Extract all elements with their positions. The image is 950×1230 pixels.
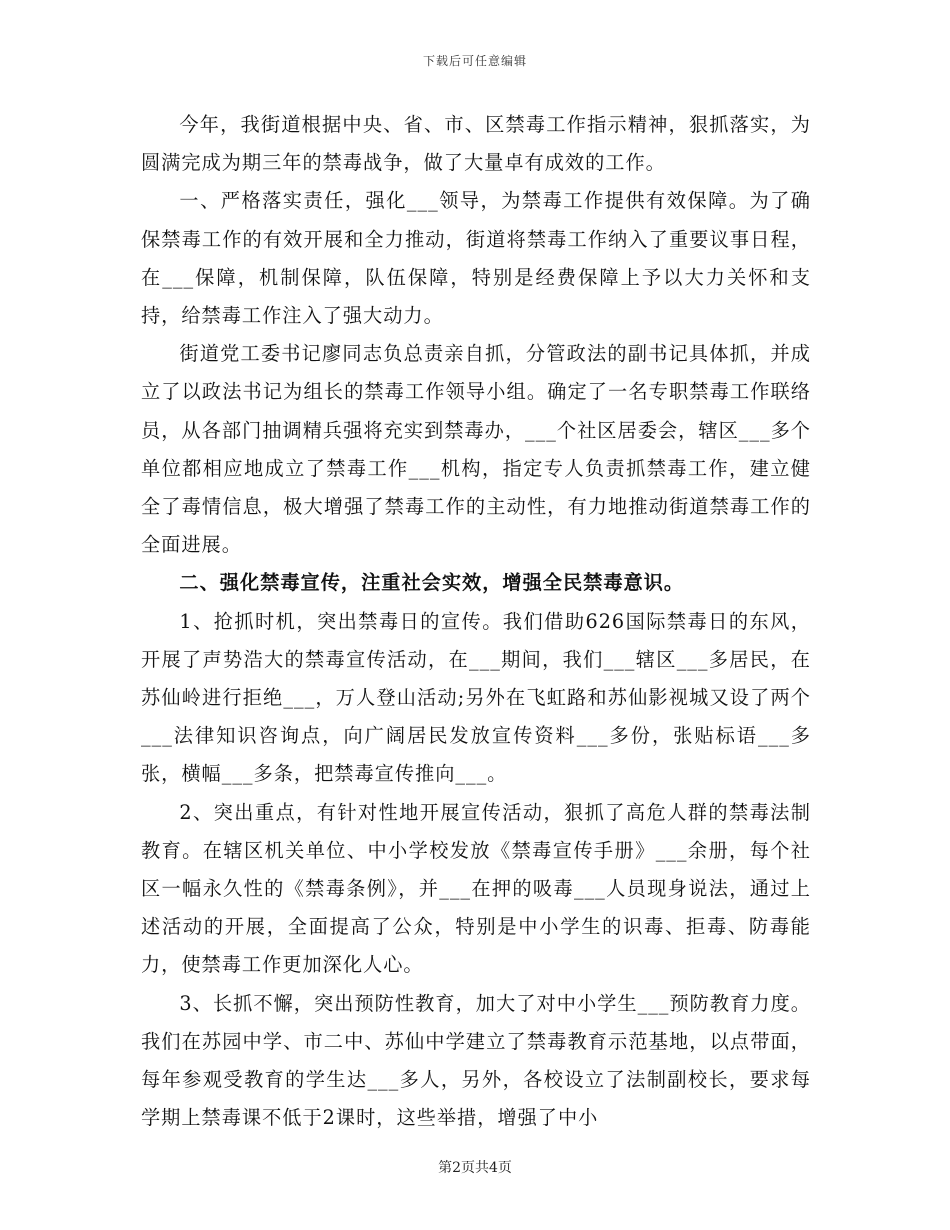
paragraph-item-1: 1、抢抓时机，突出禁毒日的宣传。我们借助626国际禁毒日的东风，开展了声势浩大的禁毒宣传活动，在___期间，我们___辖区___多居民，在苏仙岭进行拒绝___，万人登山活动;另外在飞虹路和苏仙影视城又设了两个___法律知识咨询点，向广阔居民发放宣传资料___多份，张贴标语___多张，横幅___多条，把禁毒宣传推向___。 (141, 609, 811, 786)
paragraph-item-3: 3、长抓不懈，突出预防性教育，加大了对中小学生___预防教育力度。我们在苏园中学、市二中、苏仙中学建立了禁毒教育示范基地，以点带面，每年参观受教育的学生达___多人，另外，各校设立了法制副校长，要求每学期上禁毒课不低于2课时，这些举措，增强了中小 (141, 991, 811, 1130)
document-body (141, 106, 811, 1137)
paragraph-section-1: 一、严格落实责任，强化___领导，为禁毒工作提供有效保障。为了确保禁毒工作的有效开展和全力推动，街道将禁毒工作纳入了重要议事日程，在___保障，机制保障，队伍保障，特别是经费保障上予以大力关怀和支持，给禁毒工作注入了强大动力。 (141, 189, 811, 328)
paragraph-intro: 今年，我街道根据中央、省、市、区禁毒工作指示精神，狠抓落实，为圆满完成为期三年的禁毒战争，做了大量卓有成效的工作。 (141, 113, 811, 175)
section-heading-2: 二、强化禁毒宣传，注重社会实效，增强全民禁毒意识。 (179, 571, 685, 595)
page-header: 下载后可任意编辑 (422, 54, 527, 68)
page-number: 第2页共4页 (438, 1160, 512, 1176)
paragraph-item-2: 2、突出重点，有针对性地开展宣传活动，狠抓了高危人群的禁毒法制教育。在辖区机关单位、中小学校发放《禁毒宣传手册》___余册，每个社区一幅永久性的《禁毒条例》，并___在押的吸毒___人员现身说法，通过上述活动的开展，全面提高了公众，特别是中小学生的识毒、拒毒、防毒能力，使禁毒工作更加深化人心。 (141, 800, 811, 977)
paragraph-leadership: 街道党工委书记廖同志负总责亲自抓，分管政法的副书记具体抓，并成立了以政法书记为组长的禁毒工作领导小组。确定了一名专职禁毒工作联络员，从各部门抽调精兵强将充实到禁毒办，___个社区居委会，辖区___多个单位都相应地成立了禁毒工作___机构，指定专人负责抓禁毒工作，建立健全了毒情信息，极大增强了禁毒工作的主动性，有力地推动街道禁毒工作的全面进展。 (141, 342, 811, 557)
